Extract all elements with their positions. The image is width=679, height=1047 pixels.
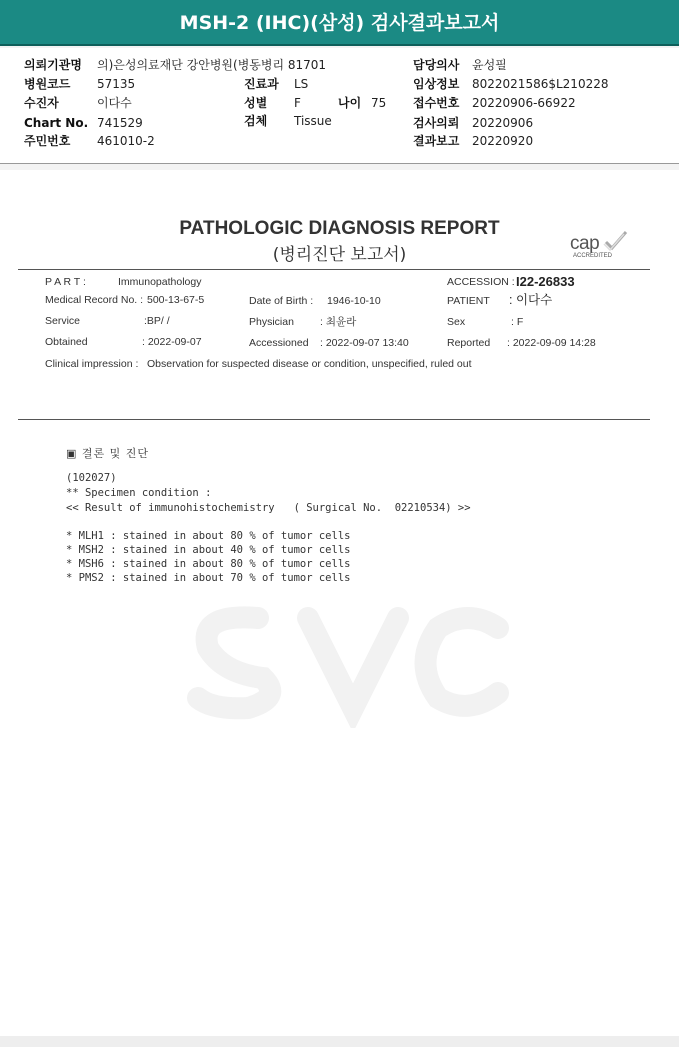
service-label: Service (45, 315, 81, 327)
sex-value: : F (511, 316, 524, 328)
department-value: LS (294, 77, 309, 91)
patient-label: PATIENT (447, 295, 490, 307)
requesting-org-label: 의뢰기관명 (24, 58, 82, 72)
specimen-condition: ** Specimen condition : (66, 487, 212, 499)
report-date-value: 20220920 (472, 134, 534, 148)
medical-record-value: 500-13-67-5 (147, 294, 205, 306)
cap-accredited-text: ACCREDITED (573, 253, 613, 259)
header-divider-top (18, 269, 650, 270)
bottom-strip (0, 1036, 679, 1047)
physician-label: Physician (249, 316, 294, 328)
request-info-panel (0, 48, 679, 164)
receipt-no-label: 접수번호 (413, 96, 460, 110)
accessioned-label: Accessioned (249, 337, 309, 349)
report-date-label: 결과보고 (413, 134, 460, 148)
doctor-value: 윤성필 (472, 58, 507, 72)
physician-value: : 최윤라 (320, 316, 357, 328)
chart-no-value: 741529 (97, 116, 143, 130)
dob-label: Date of Birth : (249, 295, 314, 307)
header-divider-bottom (18, 419, 650, 420)
reported-label: Reported (447, 337, 491, 349)
patient-value: 이다수 (97, 96, 132, 110)
finding-line: * PMS2 : stained in about 70 % of tumor cells (66, 572, 351, 584)
dob-value: 1946-10-10 (327, 295, 381, 307)
service-value: :BP/ / (144, 315, 170, 327)
watermark-logo (168, 588, 528, 728)
request-date-label: 검사의뢰 (413, 116, 460, 130)
finding-line: * MLH1 : stained in about 80 % of tumor cells (66, 530, 351, 542)
conclusion-heading: ▣ 결론 및 진단 (66, 447, 150, 460)
medical-record-label: Medical Record No. : (45, 294, 144, 306)
part-value: Immunopathology (118, 276, 202, 288)
department-label: 진료과 (244, 77, 279, 91)
resident-no-value: 461010-2 (97, 134, 155, 148)
patient-value: : 이다수 (509, 293, 553, 307)
hospital-code-label: 병원코드 (24, 77, 71, 91)
finding-line: * MSH2 : stained in about 40 % of tumor cells (66, 544, 351, 556)
pathology-report-sheet (0, 170, 679, 1036)
specimen-label: 검체 (244, 114, 268, 128)
sex-label: 성별 (244, 96, 268, 110)
sex-value: F (294, 96, 301, 110)
accession-value: I22-26833 (516, 274, 575, 289)
requesting-org-value: 의)은성의료재단 강안병원(병동병리 81701 (97, 58, 327, 72)
report-title: PATHOLOGIC DIAGNOSIS REPORT (179, 218, 500, 239)
accession-label: ACCESSION : (447, 276, 515, 288)
reported-value: : 2022-09-09 14:28 (507, 337, 596, 349)
request-date-value: 20220906 (472, 116, 534, 130)
clinical-impression-label: Clinical impression : (45, 358, 139, 370)
clinical-info-label: 임상정보 (413, 77, 460, 91)
resident-no-label: 주민번호 (24, 134, 71, 148)
hospital-code-value: 57135 (97, 77, 136, 91)
age-value: 75 (371, 96, 387, 110)
doctor-label: 담당의사 (413, 58, 460, 72)
obtained-label: Obtained (45, 336, 88, 348)
patient-label: 수진자 (24, 96, 59, 110)
chart-no-label: Chart No. (24, 116, 89, 130)
report-subtitle: (병리진단 보고서) (272, 245, 407, 265)
cap-logo-text: cap (570, 233, 600, 254)
receipt-no-value: 20220906-66922 (472, 96, 576, 110)
age-label: 나이 (338, 96, 362, 110)
clinical-impression-value: Observation for suspected disease or condition, unspecified, ruled out (147, 358, 472, 370)
finding-line: * MSH6 : stained in about 80 % of tumor cells (66, 558, 351, 570)
accessioned-value: : 2022-09-07 13:40 (320, 337, 409, 349)
sex-label: Sex (447, 316, 466, 328)
ihc-result-heading: << Result of immunohistochemistry ( Surgical No. 02210534) >> (66, 502, 471, 514)
report-header-title: MSH-2 (IHC)(삼성) 검사결과보고서 (179, 12, 500, 34)
obtained-value: : 2022-09-07 (142, 336, 202, 348)
part-label: P A R T : (45, 276, 86, 288)
specimen-value: Tissue (294, 114, 332, 128)
case-code: (102027) (66, 472, 117, 484)
clinical-info-value: 8022021586$L210228 (472, 77, 609, 91)
